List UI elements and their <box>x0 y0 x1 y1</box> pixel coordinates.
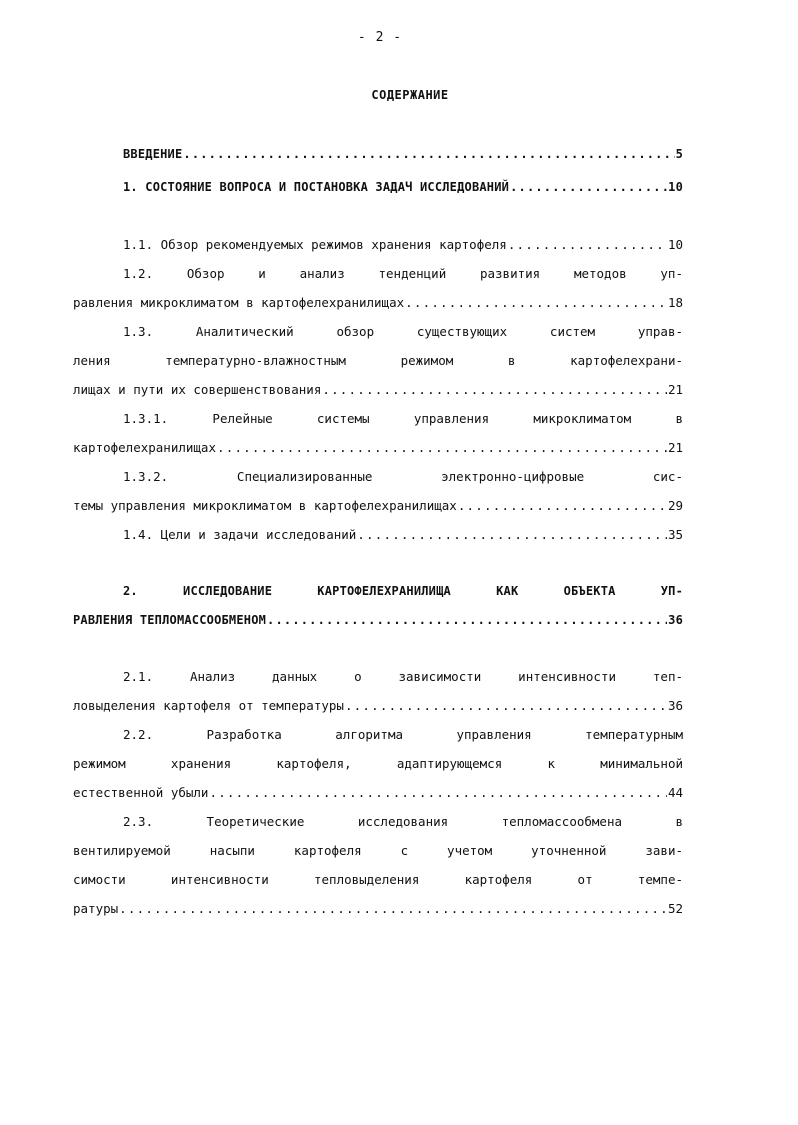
toc-chapter <box>73 610 683 630</box>
toc-entry-line: симости интенсивности тепловыделения картофеля от темпе- <box>73 872 683 887</box>
toc-entry-page: 36 <box>668 613 683 627</box>
page-title: СОДЕРЖАНИЕ <box>371 88 449 102</box>
toc-entry-line: 1.3.1. Релейные системы управления микроклиматом в <box>123 411 683 426</box>
toc-entry-line: вентилируемой насыпи картофеля с учетом уточненной зави- <box>73 843 683 858</box>
toc-entry-line: режимом хранения картофеля, адаптирующемся к минимальной <box>73 756 683 771</box>
toc-entry <box>123 144 683 164</box>
toc-entry <box>73 783 683 803</box>
toc-entry-page: 52 <box>667 901 683 916</box>
toc-entry <box>73 380 683 400</box>
toc-entry-page: 18 <box>667 295 683 310</box>
toc-entry-page: 44 <box>667 785 683 800</box>
toc-entry-page: 29 <box>667 498 683 513</box>
toc-entry <box>73 293 683 313</box>
toc-entry-page: 21 <box>667 440 683 455</box>
toc-entry-text: 1. СОСТОЯНИЕ ВОПРОСА И ПОСТАНОВКА ЗАДАЧ ИССЛЕДОВАНИЙ <box>123 180 510 194</box>
toc-entry-line: 2.2. Разработка алгоритма управления температурным <box>123 727 683 742</box>
toc-entry-page: 36 <box>667 698 683 713</box>
toc-entry <box>73 496 683 516</box>
toc-entry-text: ВВЕДЕНИЕ <box>123 147 183 161</box>
toc-entry-page: 10 <box>667 237 683 252</box>
toc-entry-text: равления микроклиматом в картофелехранилищах <box>73 295 405 310</box>
page-number: - 2 - <box>357 30 403 45</box>
toc-entry-text: темы управления микроклиматом в картофелехранилищах <box>73 498 457 513</box>
toc-entry-line: 1.3.2. Специализированные электронно-цифровые сис- <box>123 469 683 484</box>
toc-entry-line: 2.3. Теоретические исследования тепломассообмена в <box>123 814 683 829</box>
toc-entry <box>123 235 683 255</box>
toc-entry-text: 1.1. Обзор рекомендуемых режимов хранения картофеля <box>123 237 507 252</box>
toc-entry-text: РАВЛЕНИЯ ТЕПЛОМАССООБМЕНОМ <box>73 613 267 627</box>
toc-entry-page: 5 <box>675 147 683 161</box>
toc-chapter <box>123 177 683 197</box>
toc-chapter-line: 2. ИССЛЕДОВАНИЕ КАРТОФЕЛЕХРАНИЛИЩА КАК ОБЪЕКТА УП- <box>123 584 683 598</box>
toc-entry <box>73 438 683 458</box>
toc-entry-line: 1.2. Обзор и анализ тенденций развития методов уп- <box>123 266 683 281</box>
toc-entry-text: естественной убыли <box>73 785 209 800</box>
toc-entry-text: 1.4. Цели и задачи исследований <box>123 527 357 542</box>
toc-entry-text: картофелехранилищах <box>73 440 216 455</box>
toc-entry-text: ловыделения картофеля от температуры <box>73 698 344 713</box>
toc-entry <box>73 899 683 919</box>
toc-entry <box>73 696 683 716</box>
toc-entry-line: 1.3. Аналитический обзор существующих систем управ- <box>123 324 683 339</box>
toc-entry-page: 10 <box>668 180 683 194</box>
toc-entry-line: 2.1. Анализ данных о зависимости интенсивности теп- <box>123 669 683 684</box>
toc-entry-page: 21 <box>667 382 683 397</box>
toc-entry-line: ления температурно-влажностным режимом в картофелехрани- <box>73 353 683 368</box>
toc-entry-page: 35 <box>667 527 683 542</box>
toc-entry-text: лищах и пути их совершенствования <box>73 382 322 397</box>
toc-entry-text: ратуры <box>73 901 119 916</box>
toc-entry <box>123 525 683 545</box>
